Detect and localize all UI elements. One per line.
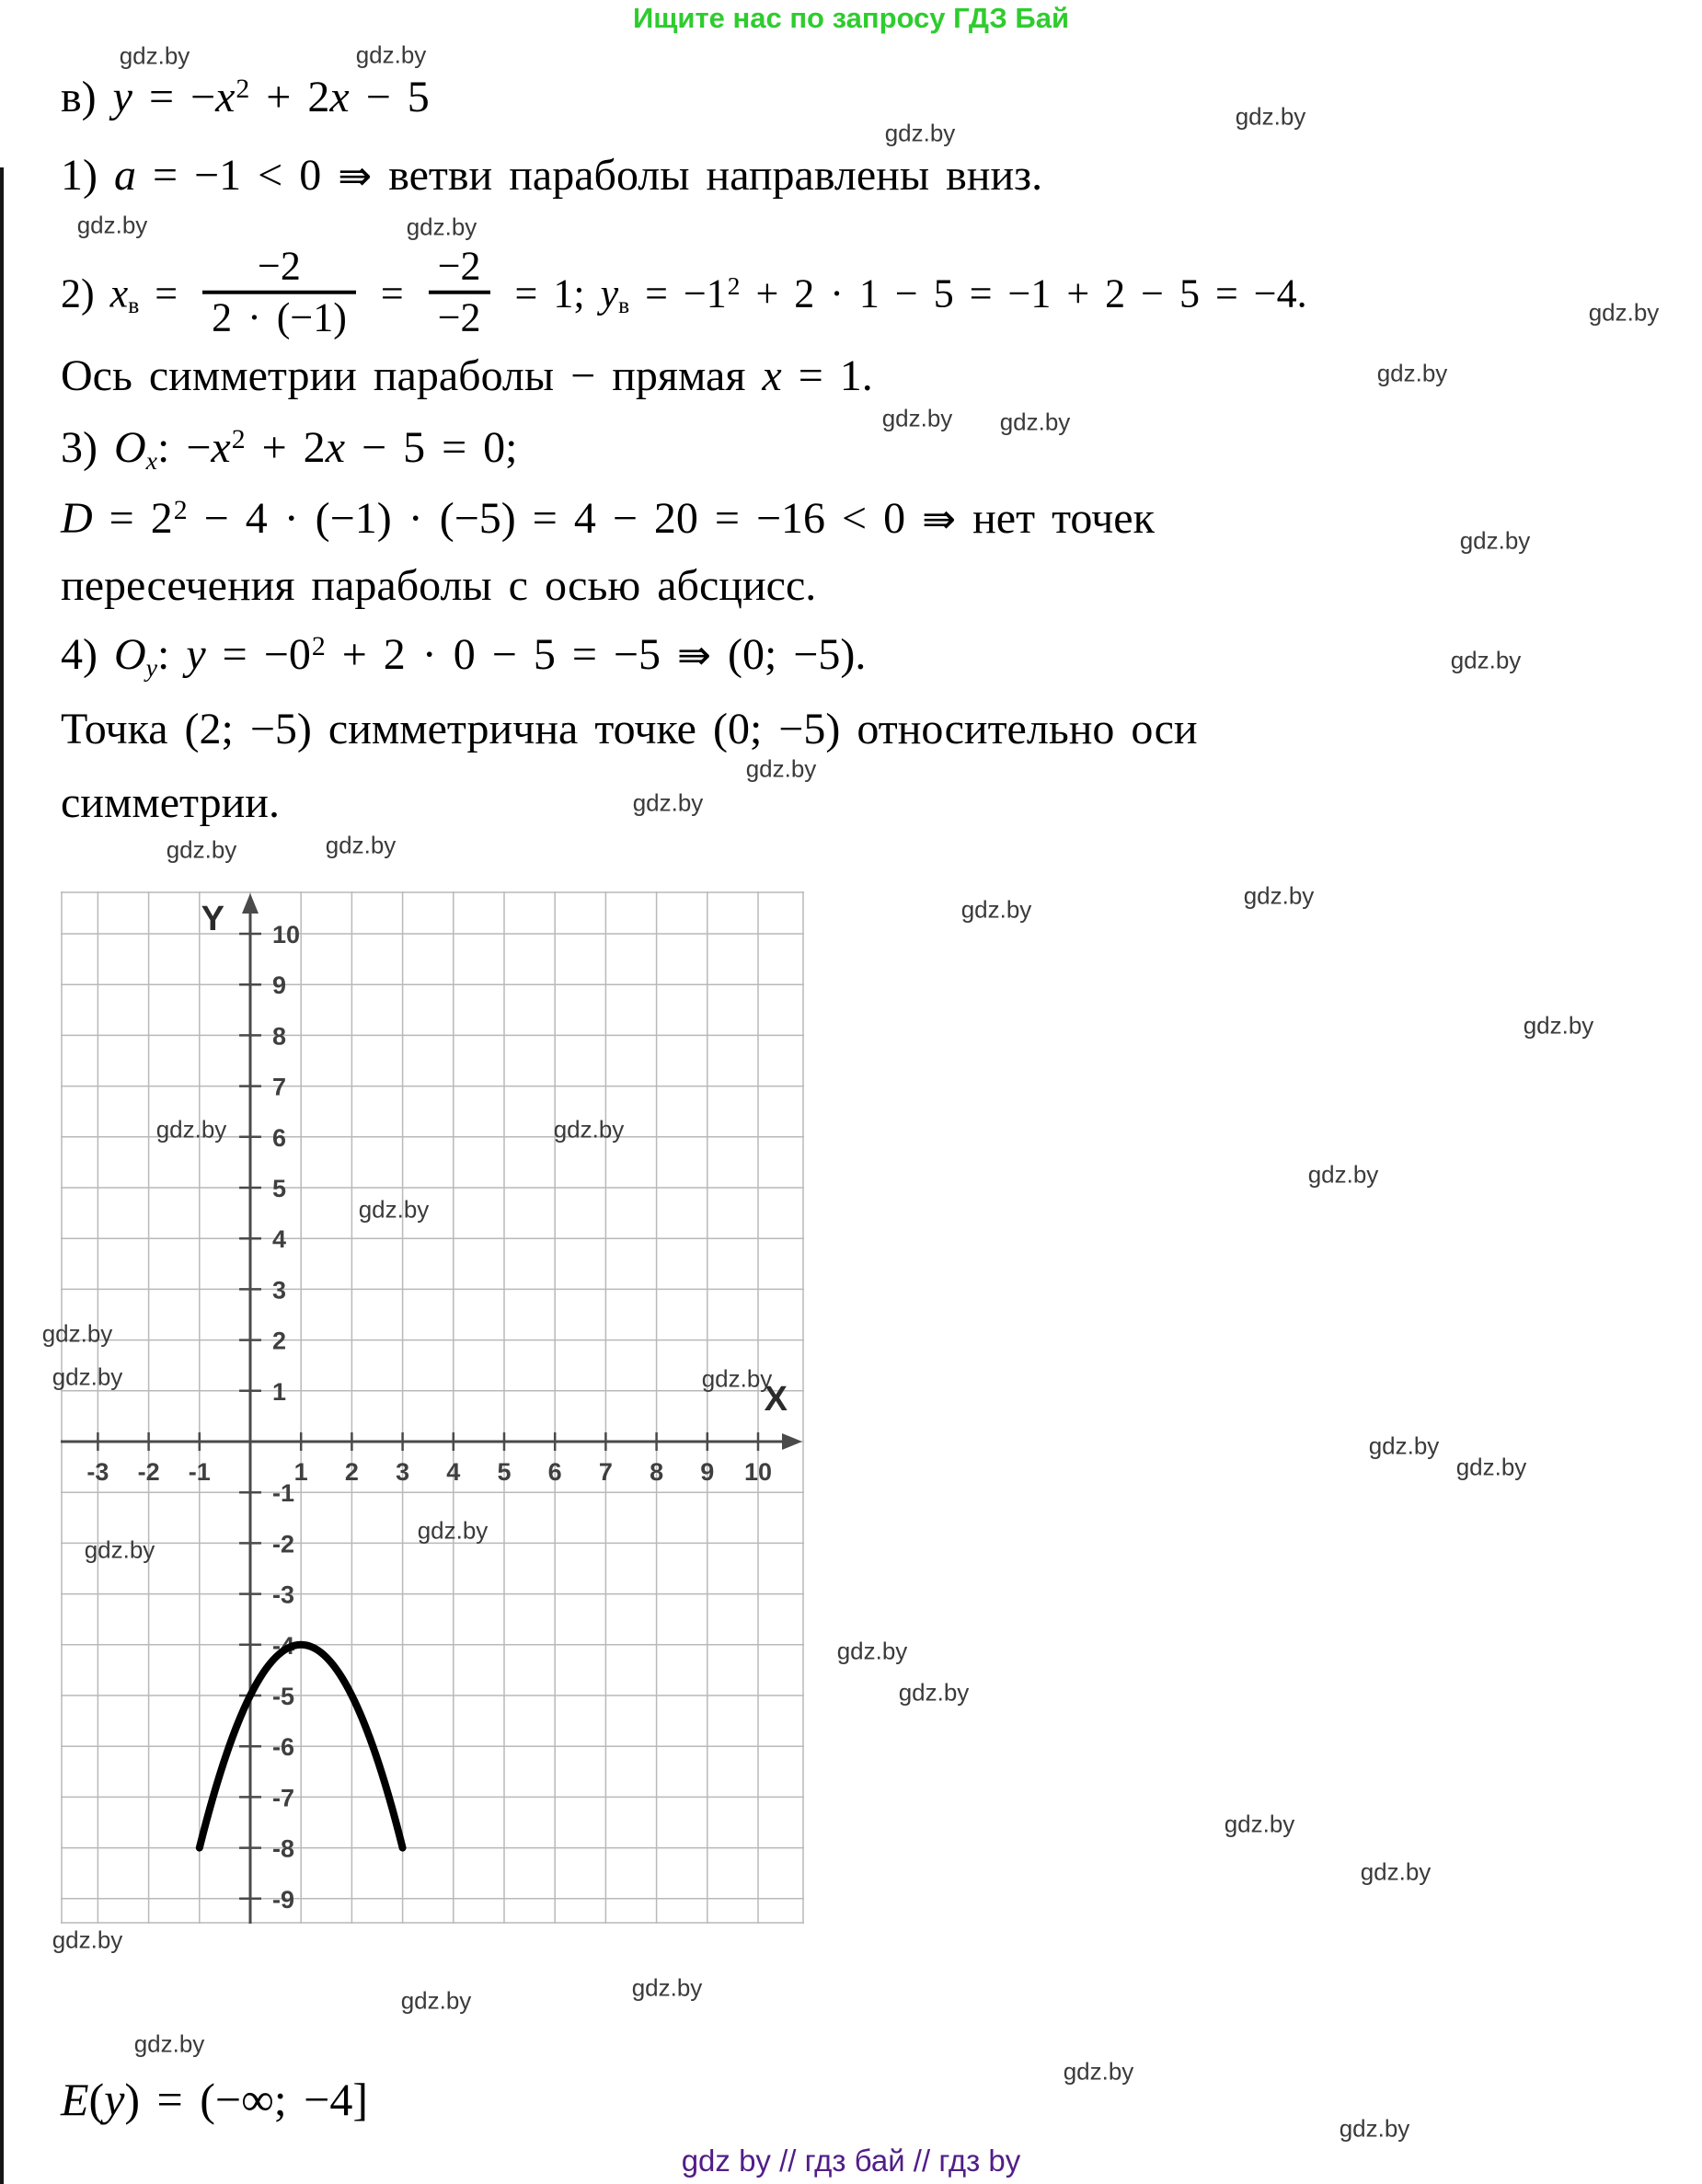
line-D [61,493,1155,546]
math-token: O [113,630,146,679]
tick-label: 3 [272,1276,287,1305]
gdz-watermark: gdz.by [1224,1810,1295,1838]
gdz-watermark: gdz.by [358,1195,430,1224]
math-token: y [112,73,132,121]
math-token: y [600,270,619,316]
tick-label: -8 [272,1834,295,1863]
tick-label: 4 [446,1458,461,1486]
line-2 [61,243,1307,344]
math-token: 1) [61,151,114,200]
math-token: x [762,351,782,400]
gdz-watermark: gdz.by [355,40,427,69]
math-token: в) [61,73,113,121]
math-token: 2 [311,631,326,662]
math-token: − 5 = 0; [345,423,518,472]
math-token: симметрии. [61,778,280,827]
tick-label: 9 [272,971,287,1000]
gdz-watermark: gdz.by [406,213,477,241]
math-token: x [325,423,345,472]
tick-label: -2 [272,1530,295,1558]
math-token: y [104,2074,125,2125]
y-axis-arrow [242,893,259,914]
parabola-graph [61,891,804,1928]
tick-label: 9 [700,1458,715,1486]
math-token: ветви параболы направлены вниз. [372,151,1043,200]
gdz-watermark: gdz.by [52,1925,123,1954]
tick-label: 7 [598,1458,613,1486]
math-token: D [61,494,93,543]
math-token: (0; −5). [710,630,867,679]
fraction-denominator: 2 · (−1) [212,294,347,340]
gdz-watermark: gdz.by [417,1516,489,1545]
math-token: E [61,2074,89,2125]
site-footer: gdz by // гдз бай // гдз by [681,2144,1021,2178]
gdz-watermark: gdz.by [52,1362,123,1391]
math-token: 2 [727,271,741,300]
fraction [429,243,490,340]
gdz-watermark: gdz.by [41,1319,113,1348]
math-token: x [145,446,158,476]
tick-label: 7 [272,1073,287,1101]
math-token: 2) [61,270,110,316]
gdz-watermark: gdz.by [898,1678,970,1707]
math-token: 2 [231,424,246,455]
tick-label: 10 [272,921,301,948]
math-token: + 2 · 1 − 5 = −1 + 2 − 5 = −4. [740,270,1307,316]
tick-label: -5 [272,1683,295,1710]
gdz-watermark: gdz.by [745,754,817,783]
gdz-watermark: gdz.by [76,211,148,239]
line-v [61,72,430,124]
math-token: : − [157,423,212,472]
gdz-watermark: gdz.by [960,895,1032,924]
implies-arrow: ⇛ [922,496,957,543]
tick-label: 8 [650,1458,664,1486]
fraction-numerator: −2 [429,246,490,294]
math-token: − 4 · (−1) · (−5) = 4 − 20 = −16 < 0 [187,494,923,543]
math-token: Точка (2; −5) симметрична точке (0; −5) относительно оси [61,705,1198,753]
line-3 [61,422,517,475]
gdz-watermark: gdz.by [1063,2057,1134,2086]
gdz-watermark: gdz.by [400,1986,472,2015]
tick-label: 5 [497,1458,512,1486]
gdz-watermark: gdz.by [1243,881,1315,910]
math-token: = −1 < 0 [135,151,339,200]
math-token: = 1. [781,351,873,400]
tick-label: 8 [272,1022,287,1051]
gdz-watermark: gdz.by [999,408,1071,436]
gdz-watermark: gdz.by [1450,646,1522,674]
line-1 [61,150,1042,202]
line-tochka [61,704,1198,756]
gdz-watermark: gdz.by [1588,298,1660,327]
gdz-watermark: gdz.by [133,2029,205,2058]
gdz-watermark: gdz.by [553,1115,625,1144]
implies-arrow: ⇛ [338,153,373,200]
tick-label: 1 [293,1458,308,1486]
implies-arrow: ⇛ [676,632,711,679]
gdz-watermark: gdz.by [701,1364,773,1393]
gdz-watermark: gdz.by [884,119,956,147]
tick-label: -7 [272,1784,295,1812]
math-token: 2 [173,495,188,526]
tick-label: 10 [743,1458,773,1486]
math-token: = [364,270,420,316]
math-token: = 1; [499,270,601,316]
tick-label: -9 [272,1885,295,1914]
math-token: = − [132,73,216,121]
math-token: 4) [61,630,114,679]
gdz-watermark: gdz.by [881,404,953,432]
tick-label: -3 [86,1458,109,1486]
gdz-watermark: gdz.by [632,788,704,817]
x-axis-arrow [782,1433,802,1450]
line-4 [61,629,866,682]
gdz-watermark: gdz.by [325,831,397,859]
math-token: пересечения параболы с осью абсцисс. [61,561,817,610]
scan-edge-artifact [0,167,4,2184]
tick-label: -1 [272,1479,295,1508]
fraction [202,243,356,340]
line-axis [61,351,873,403]
gdz-watermark: gdz.by [631,1973,703,2002]
math-token: ( [88,2074,105,2125]
tick-label: 5 [272,1175,287,1202]
tick-label: 2 [272,1327,287,1355]
math-token: : [157,630,187,679]
tick-label: -6 [272,1733,295,1762]
math-token: ) = (−∞; −4] [124,2074,368,2125]
math-token: 2 [236,74,250,105]
tick-label: -4 [272,1631,295,1660]
math-token: = 2 [92,494,173,543]
promo-header: Ищите нас по запросу ГДЗ Бай [632,2,1070,34]
math-token: y [145,653,158,683]
math-token: = −1 [629,270,727,316]
gdz-watermark: gdz.by [1307,1160,1379,1189]
math-token: x [329,73,350,121]
math-token: O [113,423,146,472]
math-token: y [186,630,206,679]
math-token: = [139,270,194,316]
tick-label: 4 [272,1225,287,1254]
y-axis-label: Y [201,900,224,938]
tick-label: -3 [272,1581,295,1609]
math-token: + 2 [249,73,330,121]
tick-label: -2 [137,1458,160,1486]
line-range [61,2073,368,2127]
math-token: x [109,270,129,316]
fraction-denominator: −2 [437,294,481,340]
parabola-graph-svg [61,891,804,1924]
line-cross [61,560,816,613]
gdz-watermark: gdz.by [84,1535,155,1564]
math-token: x [215,73,236,121]
math-token: нет точек [956,494,1155,543]
gdz-watermark: gdz.by [1455,1453,1527,1481]
tick-label: 2 [344,1458,359,1486]
gdz-watermark: gdz.by [1339,2114,1410,2143]
gdz-watermark: gdz.by [1376,359,1448,387]
tick-label: 6 [547,1458,562,1486]
math-token: в [128,292,140,319]
gdz-watermark: gdz.by [1360,1857,1432,1886]
gdz-watermark: gdz.by [155,1115,227,1144]
tick-label: 6 [272,1123,287,1152]
math-token: x [211,423,231,472]
math-token: + 2 [245,423,326,472]
math-token: в [618,292,630,319]
x-axis-label: X [764,1380,788,1419]
math-token: a [113,151,136,200]
gdz-watermark: gdz.by [836,1637,908,1665]
tick-label: 1 [272,1377,287,1406]
gdz-watermark: gdz.by [166,835,237,864]
gdz-watermark: gdz.by [1368,1431,1440,1460]
tick-label: -1 [188,1458,211,1486]
line-simmetrii [61,777,280,830]
math-token: 3) [61,423,114,472]
math-token: = −0 [205,630,311,679]
gdz-watermark: gdz.by [1523,1011,1594,1040]
tick-label: 3 [396,1458,410,1486]
math-token: + 2 · 0 − 5 = −5 [325,630,677,679]
math-token: Ось симметрии параболы − прямая [61,351,763,400]
gdz-watermark: gdz.by [1459,526,1531,555]
gdz-watermark: gdz.by [119,41,190,70]
math-token: − 5 [349,73,430,121]
gdz-watermark: gdz.by [1235,102,1306,131]
fraction-numerator: −2 [202,246,356,294]
